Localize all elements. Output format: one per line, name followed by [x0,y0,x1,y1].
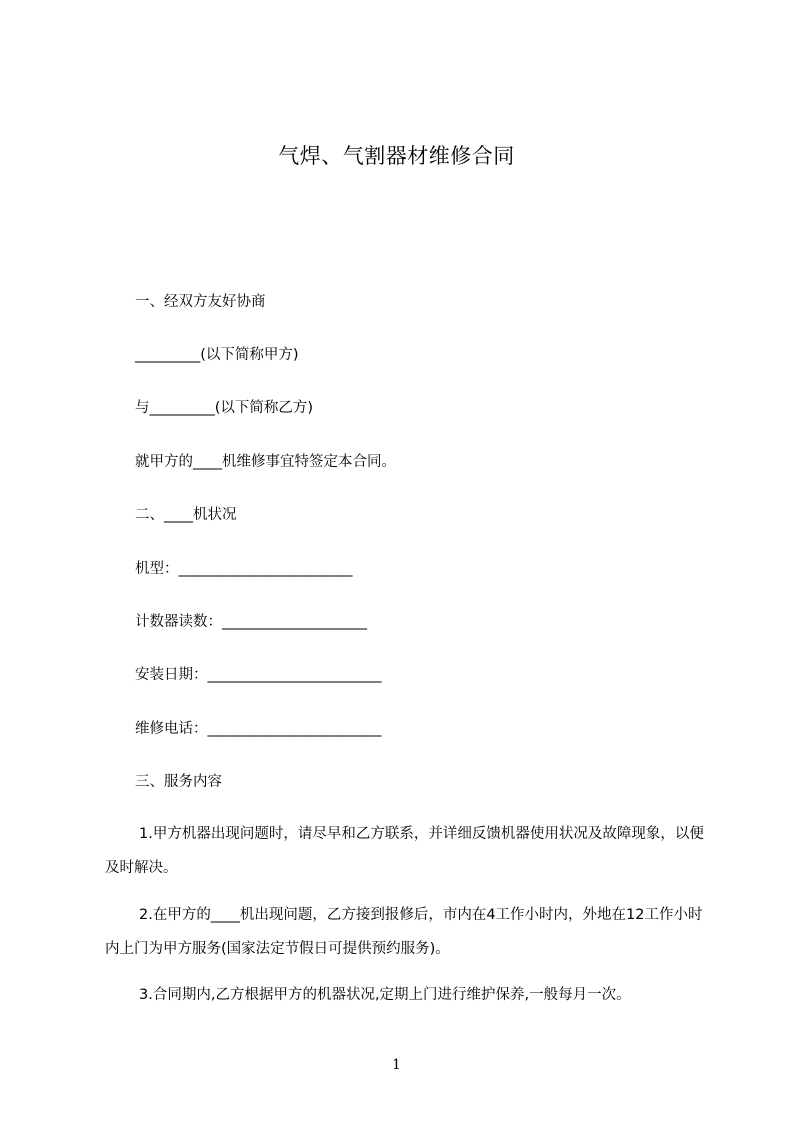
clause-3: 3.合同期内,乙方根据甲方的机器状况,定期上门进行维护保养,一般每月一次。 [139,987,631,1003]
purpose-line: 就甲方的____机维修事宜特签定本合同。 [135,454,396,470]
page-number: 1 [392,1057,401,1073]
party-a-line: _________(以下简称甲方) [135,347,299,363]
repair-phone-field: 维修电话：________________________ [135,721,382,737]
machine-model-field: 机型：________________________ [135,561,353,577]
document-title: 气焊、气割器材维修合同 [278,144,515,168]
clause-1: 1.甲方机器出现问题时，请尽早和乙方联系，并详细反馈机器使用状况及故障现象，以便及时解决。 [105,826,704,876]
clause-2: 2.在甲方的____机出现问题，乙方接到报修后，市内在4工作小时内，外地在12工作小时内上门为甲方服务(国家法定节假日可提供预约服务)。 [105,907,703,957]
section-1-heading: 一、经双方友好协商 [135,294,266,310]
counter-reading-field: 计数器读数：____________________ [135,614,367,630]
party-b-line: 与_________(以下简称乙方) [135,400,314,416]
install-date-field: 安装日期：________________________ [135,667,382,683]
section-3-heading: 三、服务内容 [135,774,222,790]
section-2-heading: 二、____机状况 [135,507,237,523]
